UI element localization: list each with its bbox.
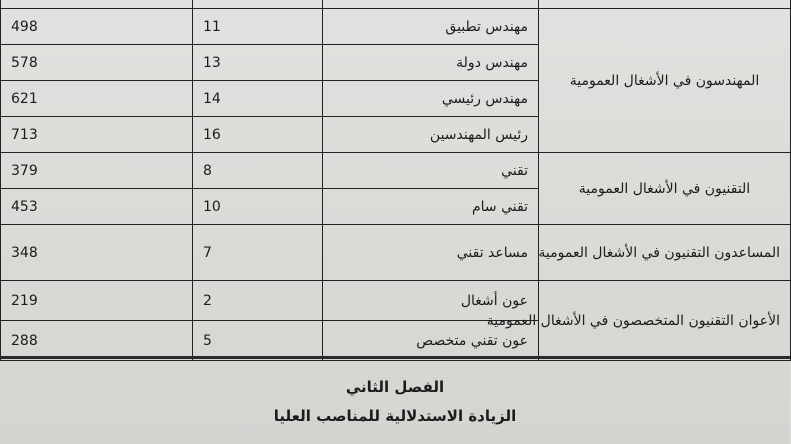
index-cell: 348 <box>1 225 193 281</box>
grade-cell: مهندس تطبيق <box>323 9 539 45</box>
index-cell: 621 <box>1 81 193 117</box>
table-row <box>1 153 791 189</box>
grade-cell: رئيس المهندسين <box>323 117 539 153</box>
index-cell: 219 <box>1 281 193 321</box>
grade-cell: مساعد تقني <box>323 225 539 281</box>
category-cell: 10 <box>193 189 323 225</box>
table-row <box>1 281 791 321</box>
corps-cell: الأعوان التقنيون المتخصصون في الأشغال العمومية <box>539 281 791 361</box>
index-cell: 453 <box>1 189 193 225</box>
table-row <box>1 225 791 281</box>
index-cell: 498 <box>1 9 193 45</box>
grade-cell: مهندس رئيسي <box>323 81 539 117</box>
chapter-title: الفصل الثاني <box>345 378 445 396</box>
corps-cell: التقنيون في الأشغال العمومية <box>539 153 791 225</box>
grade-cell: تقني <box>323 153 539 189</box>
index-cell: 379 <box>1 153 193 189</box>
index-cell: 578 <box>1 45 193 81</box>
category-cell: 7 <box>193 225 323 281</box>
index-cell: 713 <box>1 117 193 153</box>
grade-cell: عون تقني متخصص <box>323 321 539 361</box>
table-row-stub <box>1 0 791 9</box>
grade-cell: تقني سام <box>323 189 539 225</box>
category-cell: 5 <box>193 321 323 361</box>
table-row <box>1 9 791 45</box>
category-cell: 11 <box>193 9 323 45</box>
corps-cell: المهندسون في الأشغال العمومية <box>539 9 791 153</box>
category-cell: 16 <box>193 117 323 153</box>
section-divider <box>0 356 790 359</box>
category-cell: 14 <box>193 81 323 117</box>
index-cell: 288 <box>1 321 193 361</box>
category-cell: 8 <box>193 153 323 189</box>
category-cell: 2 <box>193 281 323 321</box>
grade-cell: مهندس دولة <box>323 45 539 81</box>
grade-cell: عون أشغال <box>323 281 539 321</box>
chapter-subtitle: الزيادة الاستدلالية للمناصب العليا <box>273 407 517 425</box>
category-cell: 13 <box>193 45 323 81</box>
corps-cell: المساعدون التقنيون في الأشغال العمومية <box>539 225 791 281</box>
section-header <box>0 376 790 428</box>
